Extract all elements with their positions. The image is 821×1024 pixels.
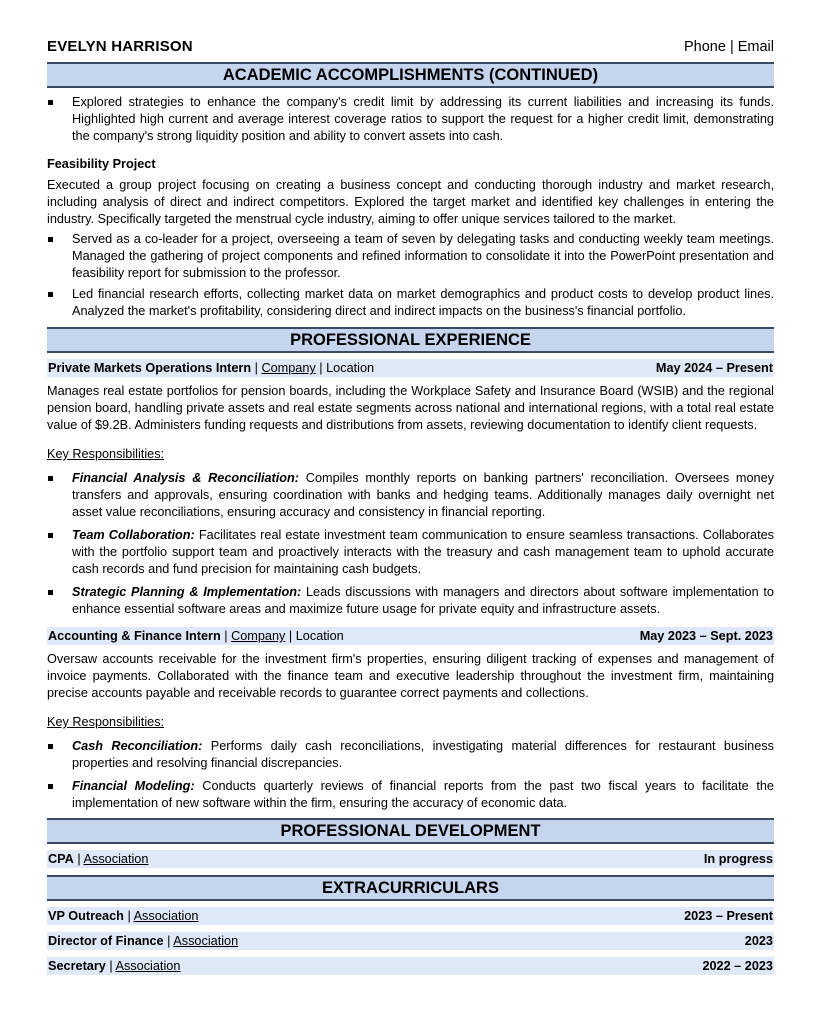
list-item xyxy=(47,738,774,772)
responsibility-label: Cash Reconciliation: xyxy=(72,739,203,753)
resume-header xyxy=(47,38,774,58)
candidate-name: EVELYN HARRISON xyxy=(47,38,193,55)
association-link[interactable]: Association xyxy=(115,959,181,973)
section-extracurriculars-heading: EXTRACURRICULARS xyxy=(47,875,774,901)
association-link[interactable]: Association xyxy=(83,852,149,866)
job-location: Location xyxy=(295,629,344,643)
resume-page xyxy=(47,38,774,975)
job-summary: Manages real estate portfolios for pension boards, including the Workplace Safety and Insurance Board (WSIB) and the regional pension board, handling private assets and real estate segments across national and international regions, with a total real estate value of $9.2B. Administers funding requests and distributions from assets, reviewing documentation to identify client requests. xyxy=(47,384,774,432)
position-name: Director of Finance xyxy=(48,934,164,948)
position-name: VP Outreach xyxy=(48,909,124,923)
job-role: Private Markets Operations Intern xyxy=(48,361,252,375)
responsibility-text: Leads discussions with managers and directors about software implementation to enhance essential software areas and maximize future usage for private equity and infrastructure assets. xyxy=(72,585,774,616)
separator: | xyxy=(224,629,228,643)
key-responsibilities-label: Key Responsibilities: xyxy=(47,715,165,729)
separator: | xyxy=(254,361,258,375)
list-item: Explored strategies to enhance the company's credit limit by addressing its current liabilities and increasing its funds. Highlighted high current and average interest coverage ratios to support the request for a higher credit limit, demonstrating the company's strong liquidity position and ability to convert assets into cash. xyxy=(47,94,774,145)
separator: | xyxy=(319,361,323,375)
separator: | xyxy=(77,852,81,866)
position-dates: 2023 – Present xyxy=(684,909,773,923)
project-description: Executed a group project focusing on creating a business concept and conducting thorough industry and market research, including analysis of direct and indirect competitors. Explored the target market and identified key challenges in entering the industry. Specifically targeted the menstrual cycle industry, aiming to offer unique services tailored to the market. xyxy=(47,178,774,226)
responsibility-label: Financial Analysis & Reconciliation: xyxy=(72,471,300,485)
section-experience-heading: PROFESSIONAL EXPERIENCE xyxy=(47,327,774,353)
project-title: Feasibility Project xyxy=(47,157,156,171)
academic-top-bullets xyxy=(47,94,774,145)
job-summary: Oversaw accounts receivable for the investment firm's properties, ensuring diligent tracking of expenses and management of invoice payments. Collaborated with the finance team and executive leadership throughout the investment firm, maintaining precise accounts payable and receivable records to guarantee correct payments and collections. xyxy=(47,652,774,700)
extracurricular-row xyxy=(47,932,774,950)
development-row xyxy=(47,850,774,868)
job-dates: May 2023 – Sept. 2023 xyxy=(639,629,773,643)
association-link[interactable]: Association xyxy=(133,909,199,923)
responsibility-label: Strategic Planning & Implementation: xyxy=(72,585,302,599)
company-link[interactable]: Company xyxy=(231,629,286,643)
position-dates: 2023 xyxy=(744,934,773,948)
responsibility-text: Compiles monthly reports on banking partners' reconciliation. Oversees money transfers and approvals, ensuring coordination with banks and hedging teams. Additionally manages daily overnight net asset value reconciliations, ensuring accuracy and consistency in financial reporting. xyxy=(72,471,774,519)
extracurricular-row xyxy=(47,907,774,925)
list-item xyxy=(47,527,774,578)
list-item: Led financial research efforts, collecting market data on market demographics and product costs to develop product lines. Analyzed the market's profitability, considering direct and indirect impacts on the business's financial portfolio. xyxy=(47,286,774,320)
contact-info: Phone | Email xyxy=(683,39,774,55)
separator: | xyxy=(167,934,171,948)
job-dates: May 2024 – Present xyxy=(655,361,773,375)
separator: | xyxy=(288,629,293,643)
credential-status: In progress xyxy=(703,852,773,866)
responsibility-label: Team Collaboration: xyxy=(72,528,195,542)
responsibility-label: Financial Modeling: xyxy=(72,779,195,793)
job-heading-1 xyxy=(47,359,774,377)
credential-name: CPA xyxy=(48,852,74,866)
list-item xyxy=(47,778,774,812)
section-development-heading: PROFESSIONAL DEVELOPMENT xyxy=(47,818,774,844)
extracurricular-row xyxy=(47,957,774,975)
job-1-responsibilities xyxy=(47,470,774,618)
job-role: Accounting & Finance Intern xyxy=(48,629,221,643)
job-2-responsibilities xyxy=(47,738,774,812)
responsibility-text: Facilitates real estate investment team communication to ensure seamless transactions. Collaborates with the portfolio support team and proactively interacts with the treasury and cash management team to uphold accurate cash records and fund precision for maintaining cash budgets. xyxy=(72,528,774,576)
list-item xyxy=(47,470,774,521)
list-item xyxy=(47,584,774,618)
responsibility-text: Conducts quarterly reviews of financial reports from the past two fiscal years to facilitate the implementation of new software within the firm, ensuring the accuracy of economic data. xyxy=(72,779,774,810)
job-location: Location xyxy=(326,361,375,375)
section-academic-heading: ACADEMIC ACCOMPLISHMENTS (CONTINUED) xyxy=(47,62,774,88)
position-dates: 2022 – 2023 xyxy=(702,959,773,973)
separator: | xyxy=(109,959,113,973)
project-bullets xyxy=(47,231,774,320)
company-link[interactable]: Company xyxy=(261,361,316,375)
job-heading-2 xyxy=(47,627,774,645)
responsibility-text: Performs daily cash reconciliations, investigating material differences for restaurant business properties and resolving financial discrepancies. xyxy=(72,739,774,770)
key-responsibilities-label: Key Responsibilities: xyxy=(47,447,165,461)
list-item: Served as a co-leader for a project, overseeing a team of seven by delegating tasks and conducting weekly team meetings. Managed the gathering of project components and refined information to consolidate it into the PowerPoint presentation and feasibility report for submission to the professor. xyxy=(47,231,774,282)
position-name: Secretary xyxy=(48,959,106,973)
separator: | xyxy=(127,909,131,923)
association-link[interactable]: Association xyxy=(173,934,239,948)
